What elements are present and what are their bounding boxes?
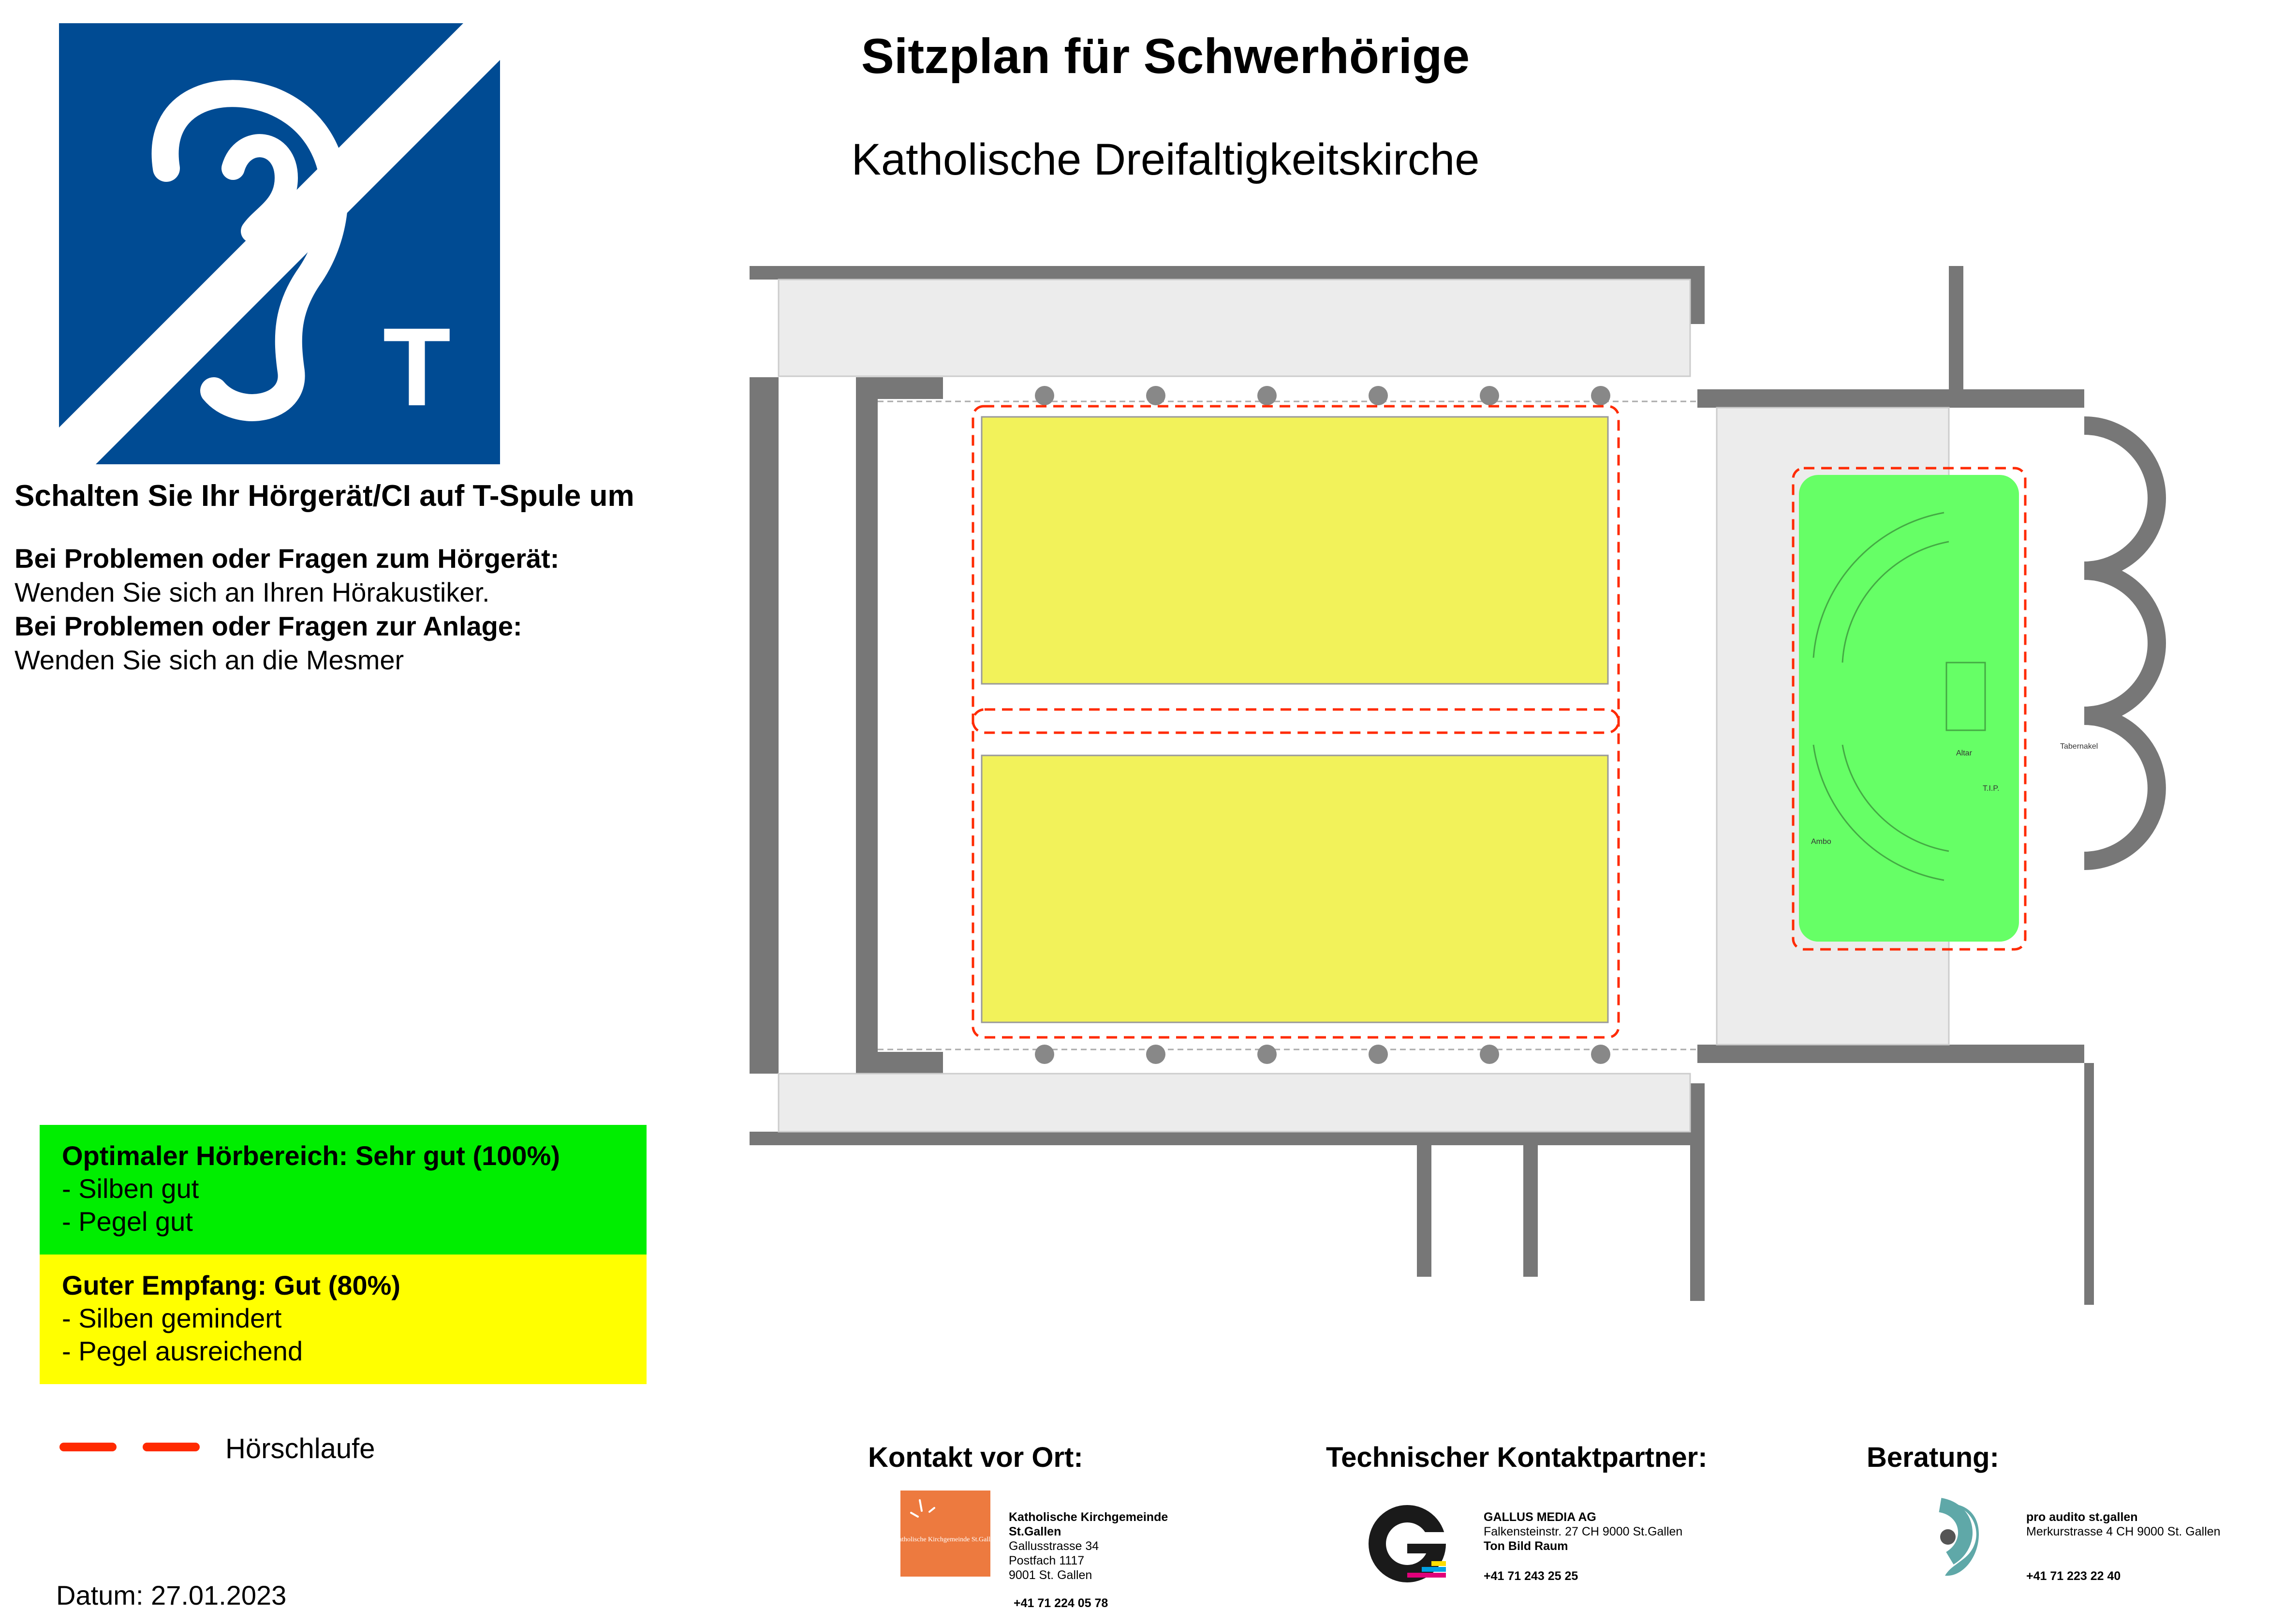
kirchgemeinde-name-2: St.Gallen bbox=[1009, 1525, 1061, 1538]
legend-good bbox=[40, 1255, 647, 1384]
legend-good-heading: Guter Empfang: Gut (80%) bbox=[62, 1270, 401, 1300]
legend-optimal bbox=[40, 1125, 647, 1255]
legend-optimal-line2: - Pegel gut bbox=[62, 1206, 193, 1237]
contact-heading-local: Kontakt vor Ort: bbox=[868, 1442, 1083, 1473]
pro-audito-address: Merkurstrasse 4 CH 9000 St. Gallen bbox=[2026, 1525, 2221, 1538]
kirchgemeinde-name-1: Katholische Kirchgemeinde bbox=[1009, 1510, 1168, 1524]
gallus-media-phone[interactable]: +41 71 243 25 25 bbox=[1484, 1569, 1578, 1583]
label-altar: Altar bbox=[1956, 749, 1972, 757]
pro-audito-logo bbox=[1921, 1495, 1984, 1578]
pro-audito-phone[interactable]: +41 71 223 22 40 bbox=[2026, 1569, 2121, 1583]
info-text-system: Wenden Sie sich an die Mesmer bbox=[15, 645, 404, 675]
zone-good-north bbox=[982, 417, 1608, 684]
svg-text:Katholische Kirchgemeinde St.G: Katholische Kirchgemeinde St.Gallen bbox=[894, 1536, 997, 1543]
label-tabernakel: Tabernakel bbox=[2060, 742, 2098, 751]
legend-optimal-line1: - Silben gut bbox=[62, 1173, 199, 1204]
gallus-media-subname: Ton Bild Raum bbox=[1484, 1539, 1568, 1553]
gallus-media-name: GALLUS MEDIA AG bbox=[1484, 1510, 1596, 1524]
pro-audito-name: pro audito st.gallen bbox=[2026, 1510, 2138, 1524]
loop-legend-label: Hörschlaufe bbox=[225, 1433, 375, 1464]
loop-dash-icon bbox=[62, 1437, 197, 1457]
tcoil-instruction: Schalten Sie Ihr Hörgerät/CI auf T-Spule um bbox=[15, 479, 634, 513]
kirchgemeinde-address-1: Gallusstrasse 34 bbox=[1009, 1539, 1099, 1553]
label-tlp: T.I.P. bbox=[1983, 784, 2000, 793]
page-title: Sitzplan für Schwerhörige bbox=[861, 29, 1470, 84]
kirchgemeinde-address-2: Postfach 1117 bbox=[1009, 1554, 1085, 1567]
church-floor-plan bbox=[750, 261, 2098, 1306]
zone-good-south bbox=[982, 755, 1608, 1022]
hearing-loop-logo bbox=[59, 23, 500, 464]
info-text-hearing-aid: Wenden Sie sich an Ihren Hörakustiker. bbox=[15, 577, 490, 607]
gallus-media-logo bbox=[1364, 1500, 1451, 1587]
kirchgemeinde-logo bbox=[894, 1491, 997, 1577]
date-label: Datum: 27.01.2023 bbox=[56, 1580, 287, 1610]
zone-optimal-chancel bbox=[1799, 475, 2019, 942]
contact-heading-advice: Beratung: bbox=[1867, 1442, 1999, 1473]
page-subtitle: Katholische Dreifaltigkeitskirche bbox=[851, 135, 1480, 184]
contact-heading-technical: Technischer Kontaktpartner: bbox=[1326, 1442, 1708, 1473]
legend-good-line2: - Pegel ausreichend bbox=[62, 1336, 303, 1366]
legend-optimal-heading: Optimaler Hörbereich: Sehr gut (100%) bbox=[62, 1140, 560, 1171]
kirchgemeinde-phone[interactable]: +41 71 224 05 78 bbox=[1014, 1596, 1108, 1610]
label-ambo: Ambo bbox=[1811, 838, 1831, 846]
legend-good-line1: - Silben gemindert bbox=[62, 1303, 282, 1333]
info-heading-system: Bei Problemen oder Fragen zur Anlage: bbox=[15, 611, 522, 641]
apse-walls bbox=[2084, 426, 2157, 861]
t-coil-letter: T bbox=[383, 305, 451, 429]
gallus-media-address: Falkensteinstr. 27 CH 9000 St.Gallen bbox=[1484, 1525, 1683, 1538]
kirchgemeinde-address-3: 9001 St. Gallen bbox=[1009, 1568, 1092, 1582]
info-heading-hearing-aid: Bei Problemen oder Fragen zum Hörgerät: bbox=[15, 543, 560, 574]
